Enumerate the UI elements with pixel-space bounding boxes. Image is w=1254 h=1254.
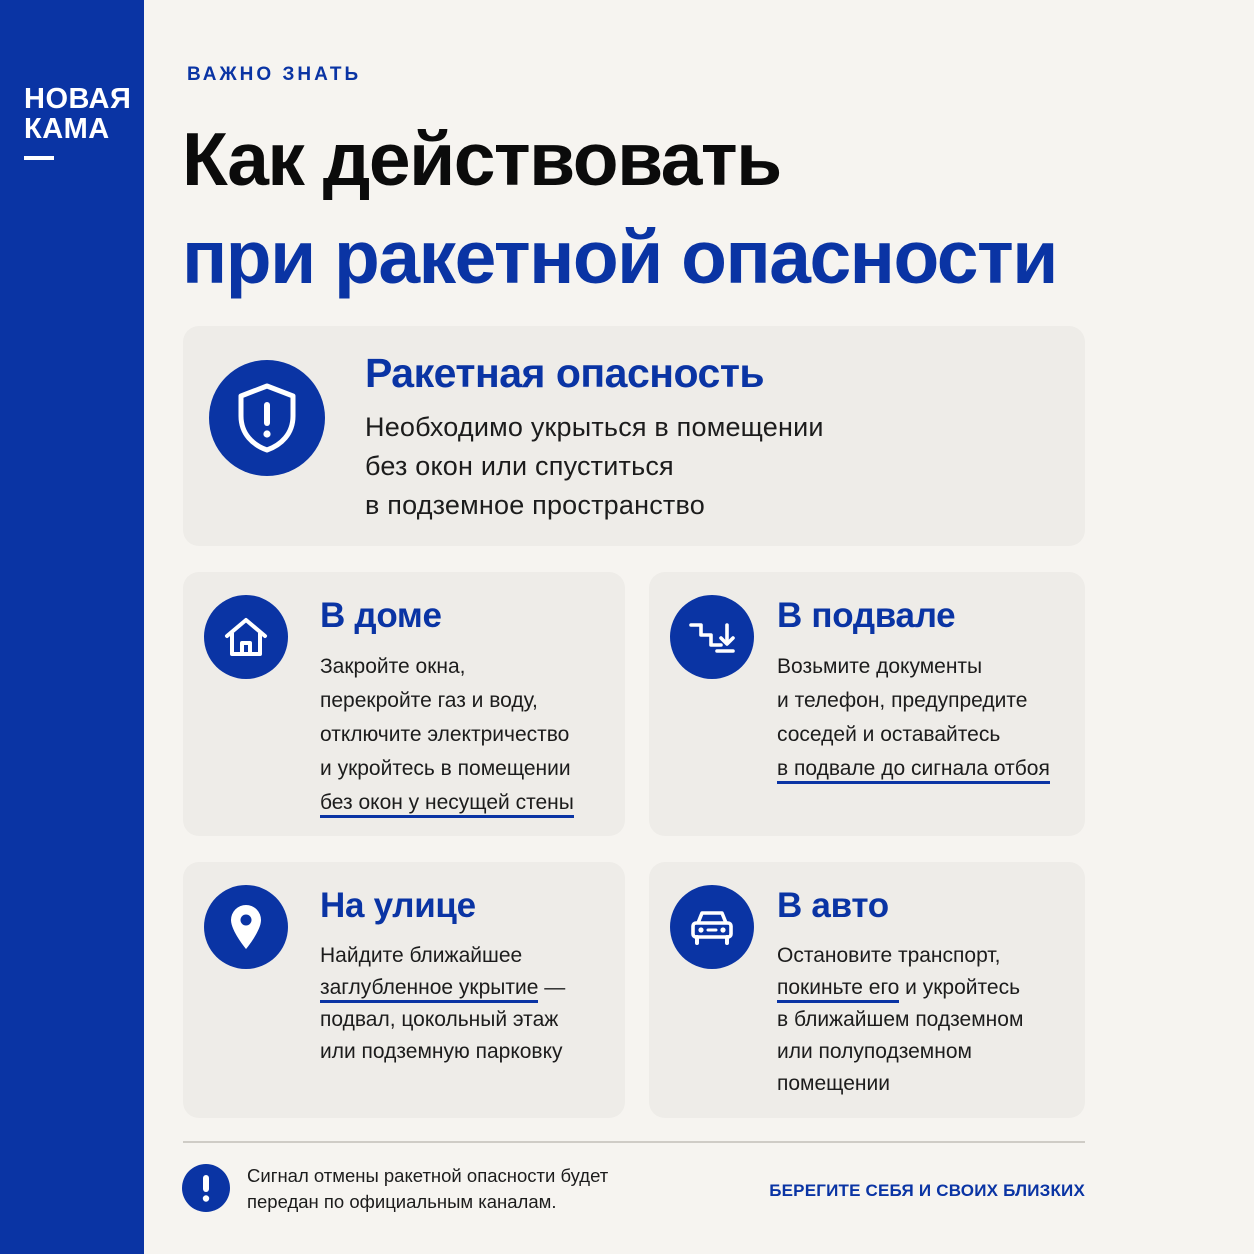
text-fragment: и укройтесь: [899, 976, 1021, 999]
sidebar: [0, 0, 144, 1254]
text-line: подвал, цокольный этаж: [320, 1008, 559, 1031]
text-line: передан по официальным каналам.: [247, 1191, 557, 1212]
brand-line1: НОВАЯ: [24, 83, 132, 115]
in-car-card: [649, 862, 1085, 1118]
text-line: Найдите ближайшее: [320, 944, 523, 967]
home-icon: [204, 595, 288, 679]
text-line: Возьмите документы: [777, 655, 983, 678]
in-basement-text: [777, 650, 1077, 786]
stairs-down-icon: [670, 595, 754, 679]
underlined-text: покиньте его: [777, 976, 899, 1003]
text-line: перекройте газ и воду,: [320, 689, 538, 712]
underlined-text: в подвале до сигнала отбоя: [777, 757, 1050, 784]
car-icon: [670, 885, 754, 969]
missile-danger-text: [365, 408, 1005, 525]
text-fragment: —: [538, 976, 566, 999]
text-line: и укройтесь в помещении: [320, 757, 571, 780]
in-basement-card: [649, 572, 1085, 836]
missile-danger-title: Ракетная опасность: [365, 350, 765, 396]
page-title-line2: при ракетной опасности: [182, 215, 1057, 299]
on-street-title: На улице: [320, 886, 476, 925]
text-line: Сигнал отмены ракетной опасности будет: [247, 1165, 609, 1186]
exclamation-icon: [182, 1164, 230, 1212]
text-line: в подземное пространство: [365, 490, 705, 520]
text-line: Остановите транспорт,: [777, 944, 1001, 967]
footer-divider: [183, 1141, 1085, 1143]
text-line: без окон или спуститься: [365, 451, 674, 481]
kicker-label: ВАЖНО ЗНАТЬ: [187, 64, 362, 85]
text-line: Необходимо укрыться в помещении: [365, 412, 824, 442]
underlined-text: без окон у несущей стены: [320, 791, 574, 818]
missile-danger-card: [183, 326, 1085, 546]
on-street-card: [183, 862, 625, 1118]
page-title: [182, 110, 1057, 306]
text-line: соседей и оставайтесь: [777, 723, 1001, 746]
footer-slogan: БЕРЕГИТЕ СЕБЯ И СВОИХ БЛИЗКИХ: [769, 1181, 1085, 1200]
text-line: отключите электричество: [320, 723, 570, 746]
text-line: или полуподземном: [777, 1040, 972, 1063]
underlined-text: заглубленное укрытие: [320, 976, 538, 1003]
brand-logo: [24, 84, 131, 160]
text-line: или подземную парковку: [320, 1040, 563, 1063]
on-street-text: [320, 940, 620, 1068]
brand-line2: КАМА: [24, 113, 110, 145]
location-pin-icon: [204, 885, 288, 969]
footer-note: [247, 1163, 687, 1215]
brand-dash: [24, 156, 54, 160]
in-car-text: [777, 940, 1077, 1100]
at-home-title: В доме: [320, 596, 442, 635]
shield-exclamation-icon: [209, 360, 325, 476]
at-home-card: [183, 572, 625, 836]
text-line: Закройте окна,: [320, 655, 466, 678]
text-line: и телефон, предупредите: [777, 689, 1028, 712]
in-basement-title: В подвале: [777, 596, 956, 635]
text-line: в ближайшем подземном: [777, 1008, 1024, 1031]
page-title-line1: Как действовать: [182, 117, 781, 201]
text-line: помещении: [777, 1072, 890, 1095]
in-car-title: В авто: [777, 886, 889, 925]
at-home-text: [320, 650, 620, 820]
